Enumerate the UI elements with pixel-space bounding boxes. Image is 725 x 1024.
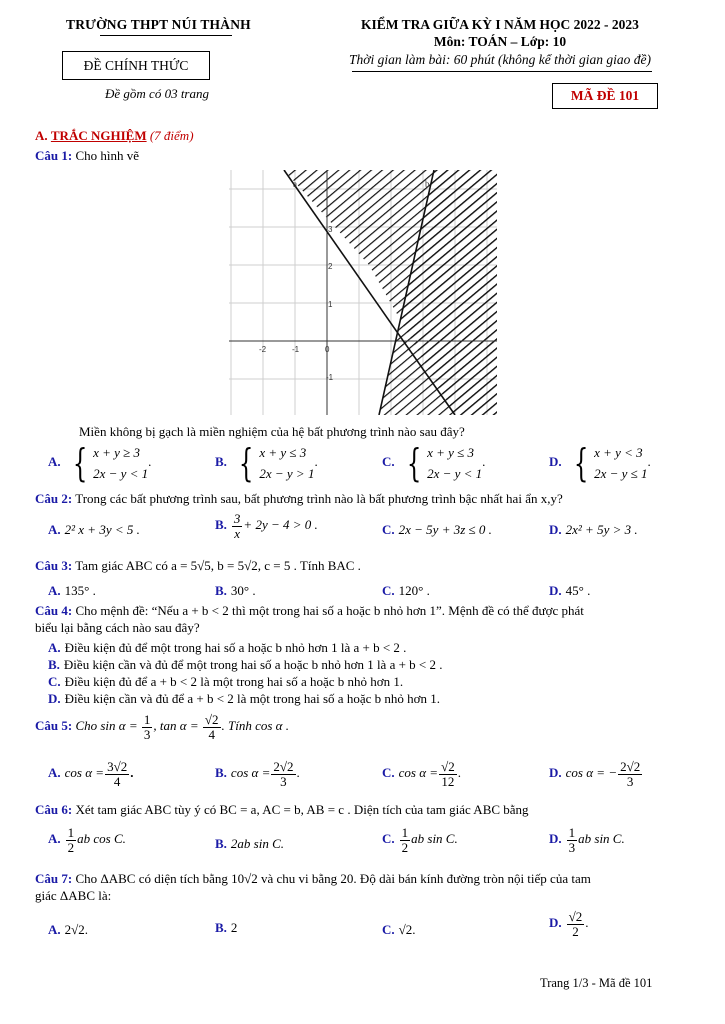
denominator: 3 xyxy=(280,773,287,789)
option-label: D. xyxy=(549,915,562,931)
subject-line: Môn: TOÁN – Lớp: 10 xyxy=(433,34,567,49)
numerator: 1 xyxy=(67,825,75,840)
numerator: 1 xyxy=(568,825,576,840)
denominator: 2 xyxy=(67,839,75,855)
option-text: 2ab sin C. xyxy=(230,836,285,851)
y-tick: -1 xyxy=(326,373,334,382)
option-text: Điều kiện cần và đủ để a + b < 2 là một trong hai số a hoặc b nhỏ hơn 1. xyxy=(64,691,440,706)
option-tail: . xyxy=(130,765,134,781)
fraction xyxy=(567,826,578,854)
q2-option-a[interactable] xyxy=(48,522,140,538)
question-text: Cho hình vẽ xyxy=(75,148,140,163)
option-label: A. xyxy=(48,522,61,537)
q1-option-a[interactable]: A. { x + y ≥ 3 2x − y < 1 . xyxy=(48,440,152,485)
line-label-a: a xyxy=(293,179,297,189)
q7-option-d[interactable] xyxy=(549,910,589,938)
denominator: 3 xyxy=(568,839,576,855)
fraction xyxy=(567,910,585,938)
q5-option-b[interactable] xyxy=(215,760,300,788)
option-label: C. xyxy=(382,831,395,847)
exam-title: KIỂM TRA GIỮA KỲ I NĂM HỌC 2022 - 2023 xyxy=(361,17,639,32)
option-text: + 2y − 4 > 0 . xyxy=(243,517,318,533)
q2-option-b[interactable] xyxy=(215,512,318,540)
fraction xyxy=(142,713,153,741)
numerator: 2√2 xyxy=(273,759,294,774)
option-label: C. xyxy=(382,583,395,598)
option-label: B. xyxy=(215,517,227,533)
exam-code-box xyxy=(552,83,658,109)
inequality-graph xyxy=(229,170,497,415)
option-text: ab sin C. xyxy=(578,831,625,847)
question-text: . Tính cos α . xyxy=(221,718,290,734)
option-text: cos α = xyxy=(64,765,105,781)
q1-option-d[interactable]: D. { x + y < 3 2x − y ≤ 1 . xyxy=(549,440,651,485)
row: x + y < 3 xyxy=(594,445,643,460)
q3-option-c[interactable] xyxy=(382,583,430,599)
question-4 xyxy=(35,603,695,619)
row: x + y ≤ 3 xyxy=(427,445,475,460)
fraction xyxy=(439,760,457,788)
option-label: A. xyxy=(48,765,61,781)
option-label: C. xyxy=(382,765,395,781)
option-text: 30° . xyxy=(230,583,256,598)
q1-option-b[interactable]: B. { x + y ≤ 3 2x − y > 1 . xyxy=(215,440,318,485)
option-label: D. xyxy=(549,831,562,847)
option-tail: . xyxy=(296,765,300,781)
option-label: C. xyxy=(382,922,395,937)
denominator: 4 xyxy=(208,726,215,742)
q3-option-b[interactable] xyxy=(215,583,256,599)
question-text: Trong các bất phương trình sau, bất phương trình nào là bất phương trình bậc nhất hai ẩn x,y? xyxy=(75,491,563,506)
question-7 xyxy=(35,871,695,887)
q1-option-c[interactable]: C. { x + y ≤ 3 2x − y < 1 . xyxy=(382,440,486,485)
option-text: 120° . xyxy=(398,583,430,598)
option-text: 2² x + 3y < 5 . xyxy=(64,522,140,537)
page-footer: Trang 1/3 - Mã đề 101 xyxy=(540,976,653,990)
question-1-prompt: Miền không bị gạch là miền nghiệm của hệ bất phương trình nào sau đây? xyxy=(79,424,465,439)
school-name: TRƯỜNG THPT NÚI THÀNH xyxy=(66,17,251,32)
question-text: , tan α = xyxy=(153,718,199,734)
option-text: Điều kiện đủ để một trong hai số a hoặc b nhỏ hơn 1 là a + b < 2 . xyxy=(64,640,407,655)
q3-option-a[interactable] xyxy=(48,583,96,599)
x-tick: -1 xyxy=(292,345,300,354)
row: x + y ≥ 3 xyxy=(93,445,141,460)
option-label: A. xyxy=(48,583,61,598)
row: x + y ≤ 3 xyxy=(259,445,307,460)
option-text: cos α = − xyxy=(565,765,618,781)
system: { x + y ≤ 3 2x − y < 1 xyxy=(406,440,483,485)
q2-option-d[interactable] xyxy=(549,522,638,538)
option-label: C. xyxy=(382,522,395,537)
option-label: C. xyxy=(382,453,395,469)
q5-option-a[interactable] xyxy=(48,760,133,788)
option-label: D. xyxy=(549,453,562,469)
q7-option-a[interactable] xyxy=(48,922,88,938)
official-label: ĐỀ CHÍNH THỨC xyxy=(83,58,189,73)
question-5 xyxy=(35,713,289,741)
option-label: D. xyxy=(549,765,562,781)
line-label-b: b xyxy=(425,179,430,189)
q2-option-c[interactable] xyxy=(382,522,492,538)
row: 2x − y < 1 xyxy=(93,466,149,481)
section-title: TRẮC NGHIỆM xyxy=(50,128,147,143)
fraction xyxy=(105,760,129,788)
question-text: Xét tam giác ABC tùy ý có BC = a, AC = b, AB = c . Diện tích của tam giác ABC bằng xyxy=(75,802,529,817)
y-tick: 2 xyxy=(328,262,333,271)
q6-option-b[interactable] xyxy=(215,836,284,852)
q6-option-c[interactable] xyxy=(382,826,458,854)
section-points: (7 điểm) xyxy=(149,128,194,143)
q4-option-d[interactable] xyxy=(48,691,440,707)
y-tick: 1 xyxy=(328,300,333,309)
y-tick: 3 xyxy=(328,225,333,234)
fraction xyxy=(271,760,295,788)
option-text: cos α = xyxy=(398,765,439,781)
denominator: 12 xyxy=(441,773,455,789)
system: { x + y ≤ 3 2x − y > 1 xyxy=(239,440,315,485)
denominator: 3 xyxy=(143,726,151,742)
x-tick: 0 xyxy=(325,345,330,354)
denominator: 2 xyxy=(401,839,409,855)
option-label: B. xyxy=(215,920,227,935)
section-letter: A. xyxy=(35,128,48,143)
option-label: A. xyxy=(48,640,61,655)
question-label: Câu 5: xyxy=(35,718,73,734)
option-text: ab cos C. xyxy=(77,831,126,847)
option-text: 2x² + 5y > 3 . xyxy=(565,522,638,537)
denominator: x xyxy=(234,525,241,541)
option-text: ab sin C. xyxy=(411,831,458,847)
system: { x + y < 3 2x − y ≤ 1 xyxy=(573,440,648,485)
option-tail: . xyxy=(457,765,461,781)
question-text: Cho ΔABC có diện tích bằng 10√2 và chu vi bằng 20. Độ dài bán kính đường tròn nội tiếp của tam xyxy=(75,871,591,886)
question-text: Cho sin α = xyxy=(75,718,138,734)
option-text: Điều kiện cần và đủ để một trong hai số a hoặc b nhỏ hơn 1 là a + b < 2 . xyxy=(63,657,443,672)
question-1 xyxy=(35,148,139,164)
option-text: 45° . xyxy=(565,583,591,598)
option-label: B. xyxy=(215,765,227,781)
denominator: 4 xyxy=(113,773,121,789)
row: 2x − y ≤ 1 xyxy=(594,466,648,481)
row: 2x − y < 1 xyxy=(427,466,483,481)
option-label: B. xyxy=(215,836,227,851)
question-2 xyxy=(35,491,563,507)
numerator: √2 xyxy=(568,909,583,924)
q5-option-d[interactable] xyxy=(549,760,643,788)
option-label: B. xyxy=(215,453,227,469)
option-text: 135° . xyxy=(64,583,96,598)
option-label: A. xyxy=(48,922,61,937)
option-label: B. xyxy=(48,657,60,672)
question-label: Câu 7: xyxy=(35,871,73,886)
question-4-line2: biểu lại bằng cách nào sau đây? xyxy=(35,620,200,635)
option-text: 2x − 5y + 3z ≤ 0 . xyxy=(398,522,492,537)
denominator: 2 xyxy=(572,923,579,939)
option-label: A. xyxy=(48,831,61,847)
option-text: √2. xyxy=(398,922,416,937)
numerator: 3√2 xyxy=(107,759,128,774)
fraction xyxy=(66,826,77,854)
x-tick: -2 xyxy=(259,345,267,354)
time-note: Thời gian làm bài: 60 phút (không kể thời gian giao đề) xyxy=(348,52,651,67)
question-label: Câu 2: xyxy=(35,491,73,506)
q3-option-d[interactable] xyxy=(549,583,590,599)
question-label: Câu 4: xyxy=(35,603,73,618)
q4-option-a[interactable] xyxy=(48,640,406,656)
question-3 xyxy=(35,558,361,574)
q5-option-c[interactable] xyxy=(382,760,461,788)
option-label: C. xyxy=(48,674,61,689)
question-label: Câu 1: xyxy=(35,148,73,163)
official-box xyxy=(62,51,210,80)
question-6 xyxy=(35,802,529,818)
fraction xyxy=(203,713,221,741)
school-underline xyxy=(100,35,232,36)
option-text: cos α = xyxy=(230,765,271,781)
q7-option-b[interactable] xyxy=(215,920,237,936)
pages-note: Đề gồm có 03 trang xyxy=(105,86,209,101)
numerator: 3 xyxy=(233,511,241,526)
q4-option-c[interactable] xyxy=(48,674,403,690)
q7-option-c[interactable] xyxy=(382,922,416,938)
option-text: 2 xyxy=(230,920,238,935)
section-heading xyxy=(35,128,194,144)
numerator: 2√2 xyxy=(620,759,641,774)
q4-option-b[interactable] xyxy=(48,657,443,673)
numerator: 1 xyxy=(143,712,151,727)
option-label: D. xyxy=(48,691,61,706)
fraction xyxy=(232,512,243,540)
option-label: D. xyxy=(549,522,562,537)
question-label: Câu 6: xyxy=(35,802,73,817)
option-text: Điều kiện đủ để a + b < 2 là một trong hai số a hoặc b nhỏ hơn 1. xyxy=(64,674,404,689)
fraction xyxy=(400,826,411,854)
q6-option-a[interactable] xyxy=(48,826,126,854)
question-text: Tam giác ABC có a = 5√5, b = 5√2, c = 5 . Tính BAC . xyxy=(75,558,361,573)
question-text: Cho mệnh đề: “Nếu a + b < 2 thì một trong hai số a hoặc b nhỏ hơn 1”. Mệnh đề có thể được phát xyxy=(75,603,584,618)
question-label: Câu 3: xyxy=(35,558,73,573)
option-label: B. xyxy=(215,583,227,598)
option-tail: . xyxy=(585,915,589,931)
q6-option-d[interactable] xyxy=(549,826,625,854)
row: 2x − y > 1 xyxy=(259,466,315,481)
question-7-line2: giác ΔABC là: xyxy=(35,888,112,903)
option-label: A. xyxy=(48,453,61,469)
option-label: D. xyxy=(549,583,562,598)
system: { x + y ≥ 3 2x − y < 1 xyxy=(72,440,149,485)
numerator: √2 xyxy=(204,712,219,727)
option-text: 2√2. xyxy=(64,922,89,937)
denominator: 3 xyxy=(626,773,634,789)
time-underline xyxy=(352,71,652,72)
exam-code: MÃ ĐỀ 101 xyxy=(570,88,640,103)
fraction xyxy=(618,760,642,788)
numerator: √2 xyxy=(441,759,455,774)
numerator: 1 xyxy=(401,825,409,840)
